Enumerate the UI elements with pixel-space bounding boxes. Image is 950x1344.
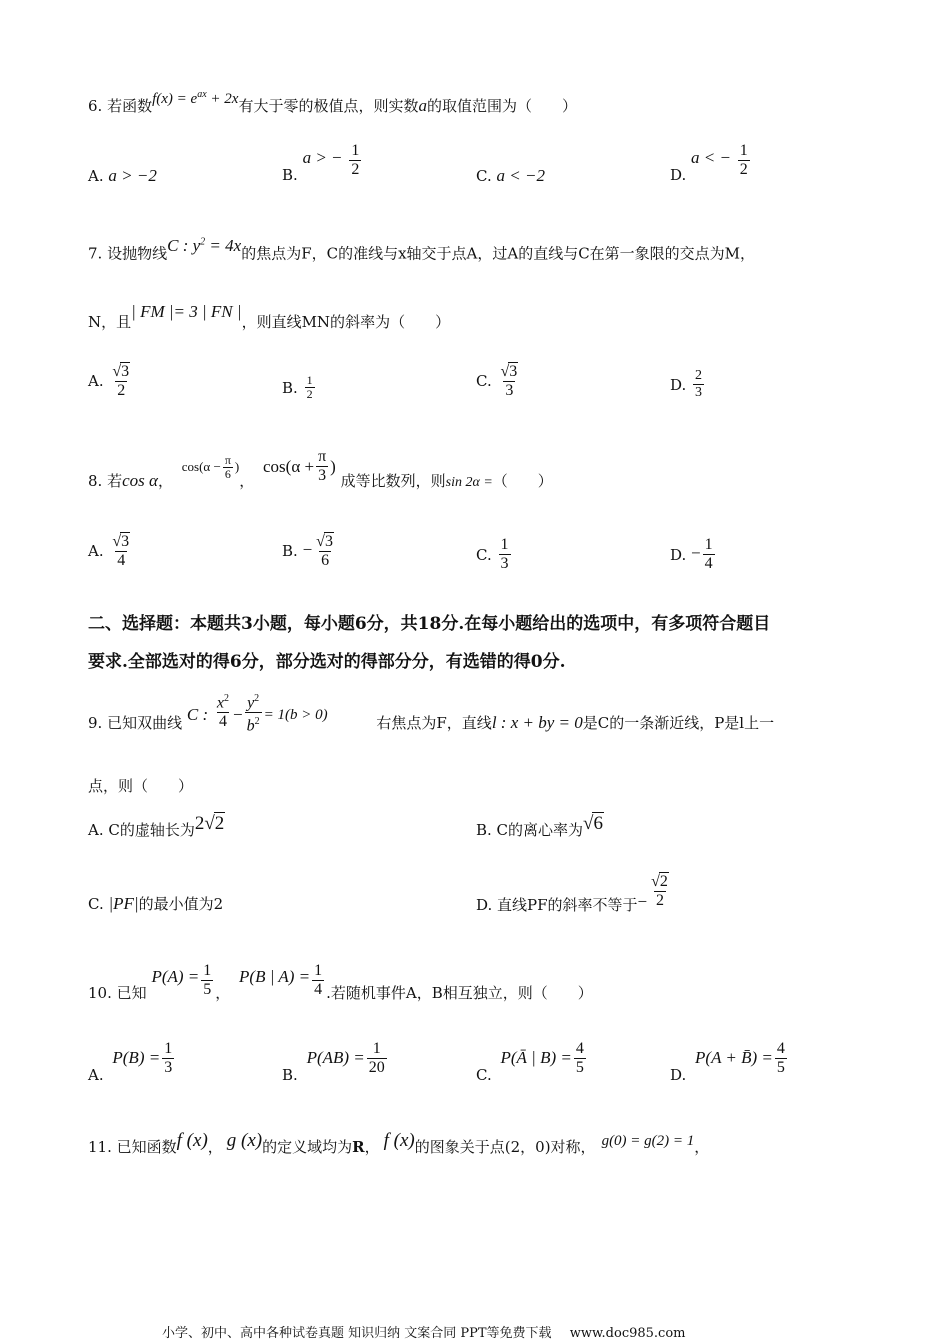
section2-heading-line2: 要求.全部选对的得6分，部分选对的得部分分，有选错的得0分. [88,652,566,672]
q9-stem-line1: 9. 已知双曲线 C : $\frac{x^2}{4}$ − $\frac{y^2}{b^2}$ = 1(b > 0) 右焦点为F，直线l : x + by = 0是C的一条渐近线，P是l上一 [88,693,775,735]
q9-option-b: B. C的离心率为√6 [476,813,603,839]
q9-stem-line2: 点，则（ ） [88,777,194,795]
q10-option-c: C. P(Ā | B) = $\frac{4}{5}$ [476,1040,584,1084]
q6-option-a: A. a > −2 [88,166,157,185]
q6-option-c: C. a < −2 [476,166,545,185]
q7-stem-line1: 7. 设抛物线C : $y^2 = 4x$的焦点为F，C的准线与x轴交于点A，过A的直线与C在第一象限的交点为M， [88,235,756,263]
q9-option-c: C. |PF|的最小值为2 [88,894,224,913]
section2-heading-line1: 二、选择题：本题共3小题，每小题6分，共18分.在每小题给出的选项中，有多项符合题目 [88,614,771,634]
q7-option-a: A. $\frac{√3}{2}$ [88,363,130,399]
q10-option-a: A. P(B) = $\frac{1}{3}$ [88,1040,173,1084]
q10-stem: 10. 已知 P(A) = $\frac{1}{5}$ ， P(B | A) = $\frac{1}{4}$ .若随机事件A，B相互独立，则（ ） [88,962,593,1002]
q7-stem-line2: N，且| FM |= 3 | FN |，则直线MN的斜率为（ ） [88,302,451,331]
q7-option-d: D. $\frac{2}{3}$ [670,368,703,400]
q6-option-d: D. a < − $\frac{1}{2}$ [670,142,748,184]
q6-option-b: B. a > − $\frac{1}{2}$ [282,142,360,184]
q11-stem: 11. 已知函数f (x)， g (x)的定义域均为R， f (x)的图象关于点(2，0)对称， g(0) = g(2) = 1， [88,1130,710,1156]
footer-link[interactable]: www.doc985.com [569,1326,686,1341]
q6-stem: 6. 若函数$f(x) = e^{ax} + 2x$有大于零的极值点，则实数a的取值范围为（ ） [88,89,577,115]
footer-text: 小学、初中、高中各种试卷真题 知识归纳 文案合同 PPT等免费下载 [162,1326,552,1341]
q7-option-c: C. $\frac{√3}{3}$ [476,363,518,399]
q8-option-c: C. $\frac{1}{3}$ [476,536,509,572]
page-footer [162,1322,685,1341]
q9-option-a: A. C的虚轴长为2√2 [88,813,225,839]
q8-option-a: A. $\frac{√3}{4}$ [88,533,130,569]
q10-option-b: B. P(AB) = $\frac{1}{20}$ [282,1040,385,1084]
q8-option-b: B. − $\frac{√3}{6}$ [282,533,333,569]
q7-option-b: B. $\frac{1}{2}$ [282,373,313,401]
q8-option-d: D. − $\frac{1}{4}$ [670,536,713,572]
q8-stem: 8. 若cos α， cos(α − $\frac{\pi}{6}$ )， cos(α + $\frac{\pi}{3}$ ) 成等比数列，则sin 2α =（ ） [88,448,553,490]
q9-option-d: D. 直线PF的斜率不等于− $\frac{√2}{2}$ [476,873,668,914]
q10-option-d: D. P(A + B̄) = $\frac{4}{5}$ [670,1040,785,1084]
